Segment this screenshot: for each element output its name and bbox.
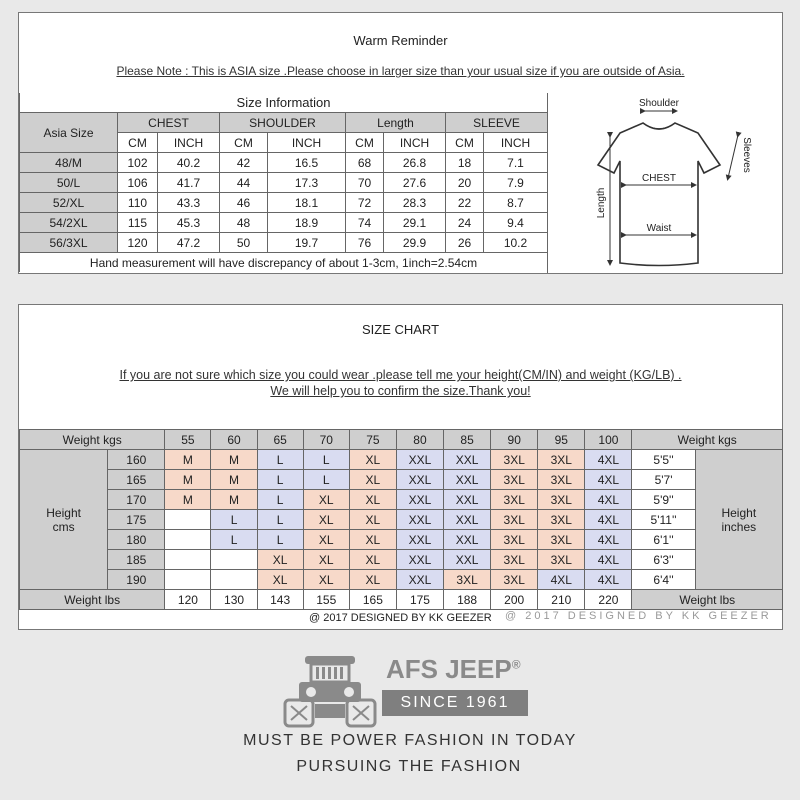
size-value-cell: 46: [220, 193, 268, 213]
size-value-cell: 16.5: [268, 153, 346, 173]
since-badge: SINCE 1961: [382, 690, 528, 716]
size-value-cell: 9.4: [484, 213, 548, 233]
size-row: [20, 213, 548, 233]
unit-header: INCH: [268, 133, 346, 153]
size-value-cell: 50: [220, 233, 268, 253]
size-cell: XXL: [396, 490, 443, 510]
size-information-title: Size Information: [20, 93, 548, 113]
label-length: Length: [596, 187, 607, 219]
size-cell: M: [211, 490, 257, 510]
size-chart-row: [20, 510, 783, 530]
size-cell: XL: [349, 570, 396, 590]
size-cell: 4XL: [585, 450, 632, 470]
size-value-cell: 48: [220, 213, 268, 233]
size-chart-row: [20, 530, 783, 550]
size-value-cell: 47.2: [158, 233, 220, 253]
size-chart-line1: If you are not sure which size you could wear .please tell me your height(CM/IN) and weight (KG/LB) .: [119, 368, 682, 382]
size-value-cell: 68: [346, 153, 384, 173]
weight-lbs-label-right: Weight lbs: [632, 590, 783, 610]
size-cell: M: [165, 450, 211, 470]
unit-header: INCH: [158, 133, 220, 153]
size-value-cell: 42: [220, 153, 268, 173]
group-shoulder: SHOULDER: [220, 113, 346, 133]
size-value-cell: 72: [346, 193, 384, 213]
weight-kg-header: 60: [211, 430, 257, 450]
weight-lb-cell: 155: [303, 590, 349, 610]
height-cm-cell: 165: [108, 470, 165, 490]
size-cell: XXL: [444, 490, 491, 510]
size-cell: XXL: [396, 470, 443, 490]
weight-kgs-label: Weight kgs: [20, 430, 165, 450]
size-cell: L: [211, 530, 257, 550]
weight-lb-cell: 130: [211, 590, 257, 610]
size-value-cell: 18.9: [268, 213, 346, 233]
size-value-cell: 102: [118, 153, 158, 173]
unit-header: INCH: [484, 133, 548, 153]
weight-kg-header: 75: [349, 430, 396, 450]
size-cell: L: [211, 510, 257, 530]
registered-mark: ®: [511, 657, 521, 672]
weight-kg-header: 100: [585, 430, 632, 450]
size-cell: XL: [303, 530, 349, 550]
size-label-cell: 56/3XL: [20, 233, 118, 253]
group-length: Length: [346, 113, 446, 133]
size-value-cell: 44: [220, 173, 268, 193]
size-cell: M: [165, 490, 211, 510]
label-shoulder: Shoulder: [638, 98, 680, 109]
weight-kg-header: 55: [165, 430, 211, 450]
size-cell: [165, 550, 211, 570]
size-value-cell: 18: [446, 153, 484, 173]
height-inch-cell: 5'9'': [632, 490, 695, 510]
size-cell: L: [303, 450, 349, 470]
height-cm-cell: 190: [108, 570, 165, 590]
size-cell: 3XL: [538, 510, 585, 530]
size-cell: XXL: [444, 510, 491, 530]
size-cell: M: [165, 470, 211, 490]
size-cell: 4XL: [585, 570, 632, 590]
size-cell: XXL: [396, 450, 443, 470]
size-cell: [165, 570, 211, 590]
size-cell: [165, 530, 211, 550]
size-value-cell: 70: [346, 173, 384, 193]
weight-lb-cell: 210: [538, 590, 585, 610]
size-cell: XL: [349, 490, 396, 510]
size-cell: 4XL: [538, 570, 585, 590]
size-value-cell: 22: [446, 193, 484, 213]
jeep-logo-icon: [283, 654, 377, 730]
size-chart-title: SIZE CHART: [361, 322, 440, 337]
size-value-cell: 7.1: [484, 153, 548, 173]
height-inch-cell: 5'7': [632, 470, 695, 490]
size-chart-row: [20, 490, 783, 510]
designer-watermark: @ 2017 DESIGNED BY KK GEEZER: [505, 610, 772, 622]
measurement-footer: Hand measurement will have discrepancy of about 1-3cm, 1inch=2.54cm: [20, 253, 548, 273]
size-cell: XL: [303, 490, 349, 510]
size-chart-line2: We will help you to confirm the size.Thank you!: [270, 384, 531, 398]
unit-header: CM: [446, 133, 484, 153]
weight-lb-cell: 165: [349, 590, 396, 610]
weight-kg-header: 85: [444, 430, 491, 450]
size-cell: XXL: [396, 530, 443, 550]
brand-name: [386, 654, 521, 685]
size-cell: 3XL: [491, 450, 538, 470]
size-chart-table: [19, 429, 783, 610]
size-cell: XL: [303, 550, 349, 570]
unit-header: CM: [220, 133, 268, 153]
tshirt-measurement-diagram: [547, 93, 784, 273]
label-sleeves: Sleeves: [741, 137, 752, 173]
size-value-cell: 24: [446, 213, 484, 233]
weight-lb-cell: 175: [396, 590, 443, 610]
size-cell: L: [257, 530, 303, 550]
size-label-cell: 48/M: [20, 153, 118, 173]
size-information-panel: [18, 12, 783, 274]
size-value-cell: 17.3: [268, 173, 346, 193]
size-label-cell: 50/L: [20, 173, 118, 193]
size-cell: 3XL: [491, 510, 538, 530]
size-value-cell: 8.7: [484, 193, 548, 213]
tshirt-diagram-svg: [548, 93, 784, 273]
size-cell: XL: [349, 550, 396, 570]
size-cell: XXL: [444, 450, 491, 470]
height-cm-cell: 175: [108, 510, 165, 530]
size-value-cell: 74: [346, 213, 384, 233]
size-cell: XXL: [444, 550, 491, 570]
warm-reminder-title: Warm Reminder: [353, 33, 448, 48]
size-cell: XL: [303, 570, 349, 590]
size-cell: XXL: [444, 530, 491, 550]
size-cell: XL: [349, 450, 396, 470]
size-value-cell: 18.1: [268, 193, 346, 213]
group-sleeve: SLEEVE: [446, 113, 548, 133]
size-chart-row: [20, 450, 783, 470]
size-value-cell: 106: [118, 173, 158, 193]
size-value-cell: 115: [118, 213, 158, 233]
size-chart-panel: [18, 304, 783, 630]
height-inch-cell: 6'1'': [632, 530, 695, 550]
size-cell: 3XL: [491, 550, 538, 570]
size-cell: [165, 510, 211, 530]
size-value-cell: 43.3: [158, 193, 220, 213]
size-cell: 3XL: [538, 490, 585, 510]
asia-size-note: Please Note : This is ASIA size .Please choose in larger size than your usual size if you are outside of Asia.: [116, 64, 685, 78]
size-cell: XL: [257, 550, 303, 570]
size-cell: 3XL: [538, 450, 585, 470]
size-chart-row: [20, 550, 783, 570]
size-value-cell: 7.9: [484, 173, 548, 193]
size-cell: XL: [257, 570, 303, 590]
size-cell: XL: [349, 470, 396, 490]
size-value-cell: 29.1: [384, 213, 446, 233]
weight-lb-cell: 143: [257, 590, 303, 610]
weight-lb-cell: 200: [491, 590, 538, 610]
sleeves-arrow: [728, 135, 738, 178]
weight-kg-header: 95: [538, 430, 585, 450]
size-value-cell: 110: [118, 193, 158, 213]
size-cell: [211, 550, 257, 570]
height-cms-label: Height cms: [20, 450, 108, 590]
size-cell: XL: [349, 510, 396, 530]
size-row: [20, 233, 548, 253]
size-value-cell: 10.2: [484, 233, 548, 253]
size-value-cell: 29.9: [384, 233, 446, 253]
size-cell: 4XL: [585, 470, 632, 490]
size-information-table: [19, 93, 548, 272]
size-label-cell: 54/2XL: [20, 213, 118, 233]
slogan-line1: MUST BE POWER FASHION IN TODAY: [243, 732, 577, 749]
brand-area: [0, 640, 800, 800]
height-inch-cell: 6'3'': [632, 550, 695, 570]
size-value-cell: 41.7: [158, 173, 220, 193]
weight-kg-header: 70: [303, 430, 349, 450]
label-waist: Waist: [646, 223, 672, 234]
size-label-cell: 52/XL: [20, 193, 118, 213]
size-value-cell: 40.2: [158, 153, 220, 173]
height-inch-cell: 6'4'': [632, 570, 695, 590]
size-cell: 4XL: [585, 510, 632, 530]
weight-lb-cell: 220: [585, 590, 632, 610]
size-chart-row: [20, 470, 783, 490]
weight-lb-cell: 120: [165, 590, 211, 610]
size-cell: XXL: [396, 550, 443, 570]
size-cell: [211, 570, 257, 590]
unit-header: CM: [346, 133, 384, 153]
size-cell: M: [211, 470, 257, 490]
weight-kg-header: 80: [396, 430, 443, 450]
size-cell: 3XL: [444, 570, 491, 590]
size-value-cell: 27.6: [384, 173, 446, 193]
size-value-cell: 45.3: [158, 213, 220, 233]
size-cell: 3XL: [491, 470, 538, 490]
size-cell: 4XL: [585, 490, 632, 510]
label-chest: CHEST: [642, 173, 676, 184]
size-row: [20, 193, 548, 213]
size-cell: XXL: [396, 510, 443, 530]
weight-kg-header: 90: [491, 430, 538, 450]
size-value-cell: 120: [118, 233, 158, 253]
size-cell: 3XL: [538, 550, 585, 570]
unit-header: INCH: [384, 133, 446, 153]
asia-size-label: Asia Size: [20, 113, 118, 153]
height-inch-cell: 5'11'': [632, 510, 695, 530]
size-value-cell: 26: [446, 233, 484, 253]
weight-lb-cell: 188: [444, 590, 491, 610]
size-cell: 4XL: [585, 550, 632, 570]
tshirt-outline: [598, 123, 720, 266]
size-value-cell: 19.7: [268, 233, 346, 253]
weight-kg-header: 65: [257, 430, 303, 450]
height-inches-label: Height inches: [695, 450, 782, 590]
size-cell: XL: [349, 530, 396, 550]
size-cell: L: [257, 490, 303, 510]
size-cell: L: [303, 470, 349, 490]
size-cell: 3XL: [491, 570, 538, 590]
size-row: [20, 153, 548, 173]
size-cell: 3XL: [538, 530, 585, 550]
designer-credit: @ 2017 DESIGNED BY KK GEEZER: [309, 612, 492, 624]
weight-lbs-label: Weight lbs: [20, 590, 165, 610]
size-cell: XXL: [396, 570, 443, 590]
height-cm-cell: 170: [108, 490, 165, 510]
size-cell: L: [257, 510, 303, 530]
slogan-line2: PURSUING THE FASHION: [296, 758, 522, 775]
height-cm-cell: 160: [108, 450, 165, 470]
unit-header: CM: [118, 133, 158, 153]
size-value-cell: 20: [446, 173, 484, 193]
height-cm-cell: 180: [108, 530, 165, 550]
size-chart-row: [20, 570, 783, 590]
height-inch-cell: 5'5'': [632, 450, 695, 470]
group-chest: CHEST: [118, 113, 220, 133]
size-cell: L: [257, 450, 303, 470]
size-cell: XXL: [444, 470, 491, 490]
height-cm-cell: 185: [108, 550, 165, 570]
size-value-cell: 28.3: [384, 193, 446, 213]
size-value-cell: 26.8: [384, 153, 446, 173]
size-row: [20, 173, 548, 193]
brand-name-text: AFS JEEP: [386, 654, 512, 684]
size-cell: 3XL: [491, 490, 538, 510]
weight-kgs-label-right: Weight kgs: [632, 430, 783, 450]
size-cell: 4XL: [585, 530, 632, 550]
size-cell: M: [211, 450, 257, 470]
size-cell: L: [257, 470, 303, 490]
size-cell: 3XL: [538, 470, 585, 490]
size-cell: XL: [303, 510, 349, 530]
size-value-cell: 76: [346, 233, 384, 253]
size-cell: 3XL: [491, 530, 538, 550]
